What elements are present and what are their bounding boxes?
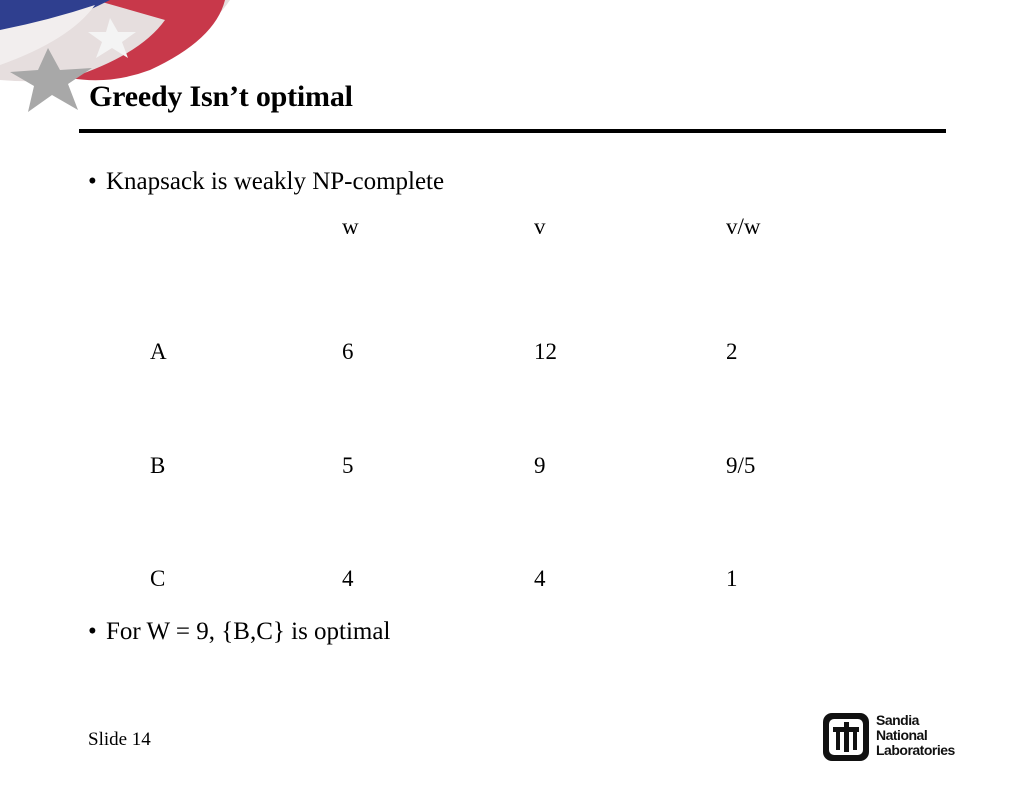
row-ratio: 9/5 [726,453,756,478]
column-header-v: v [534,214,546,239]
slide-number: Slide 14 [88,729,151,750]
row-value: 9 [534,453,546,478]
title-divider [79,129,946,133]
row-value: 4 [534,566,546,591]
sandia-logo [822,712,955,764]
thunderbird-icon [822,712,870,762]
logo-wordmark [876,713,955,758]
row-weight: 6 [342,339,354,364]
row-item-label: A [150,339,167,364]
slide-title: Greedy Isn’t optimal [89,80,353,113]
bullet-item [88,168,444,196]
bullet-item [88,618,390,646]
bullet-dot: • [88,618,97,645]
row-ratio: 1 [726,566,738,591]
logo-line: Sandia [876,712,919,728]
bullet-text: Knapsack is weakly NP-complete [106,168,445,195]
bullet-text: For W = 9, {B,C} is optimal [106,618,391,645]
row-weight: 5 [342,453,354,478]
row-item-label: C [150,566,166,591]
row-ratio: 2 [726,339,738,364]
logo-line: Laboratories [876,742,955,758]
column-header-w: w [342,214,359,239]
row-item-label: B [150,453,166,478]
row-weight: 4 [342,566,354,591]
column-header-ratio: v/w [726,214,761,239]
row-value: 12 [534,339,557,364]
logo-line: National [876,727,928,743]
bullet-dot: • [88,168,97,195]
